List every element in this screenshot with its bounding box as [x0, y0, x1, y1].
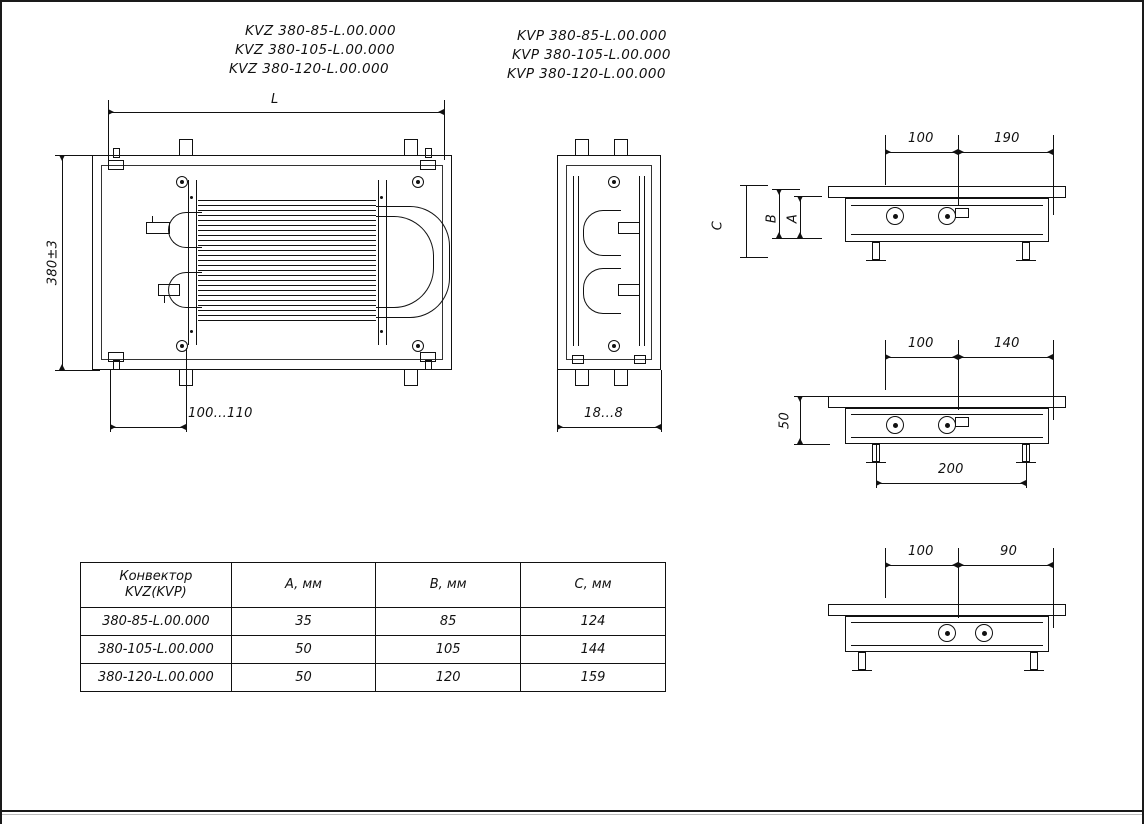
- plan-foot-bl: [113, 360, 120, 370]
- dim-arrow-100110-right: [180, 424, 186, 430]
- dim-arrow-L-left: [108, 109, 114, 115]
- side-fitting-lower: [618, 284, 640, 296]
- sec1-foot-right: [1016, 260, 1036, 261]
- sec2-arrow-200-r: [1020, 480, 1026, 486]
- side-tube-bend-upper: [583, 210, 621, 256]
- sec1-label-A: A: [785, 213, 801, 224]
- sec1-body-top-line: [851, 205, 1043, 206]
- sec2-ext-50-bot: [794, 444, 830, 445]
- sec2-arrow-200-l: [876, 480, 882, 486]
- side-mount-tab-top2: [614, 139, 628, 156]
- sec1-ext-C-bot: [740, 257, 768, 258]
- ext-line-L-right: [444, 100, 445, 160]
- side-screw-top-dot: [612, 180, 616, 184]
- sec1-arrow-100-l: [885, 149, 891, 155]
- side-mount-tab-bottom: [575, 369, 589, 386]
- sec1-ext-B-top: [772, 189, 800, 190]
- ext-line-380-bottom: [55, 370, 100, 371]
- sec2-ext-200-right: [1026, 444, 1027, 488]
- side-rail-left: [573, 176, 574, 346]
- table-cell-b: 105: [376, 636, 521, 664]
- dim-label-L: L: [271, 92, 279, 107]
- sec1-port-left-dot: [893, 214, 898, 219]
- table-cell-model: 380-85-L.00.000: [81, 608, 232, 636]
- sec2-ext-left: [885, 340, 886, 390]
- sec2-label-200: 200: [938, 462, 964, 477]
- plan-mount-tab-bottom-right: [404, 369, 418, 386]
- sec3-body-inner-line: [851, 645, 1043, 646]
- sec1-ext-A-top: [794, 196, 822, 197]
- title-left-line1: KVZ 380-85-L.00.000: [245, 23, 396, 39]
- ext-line-100110-right: [186, 348, 187, 432]
- plan-rail-left: [188, 180, 189, 345]
- side-rail-right2: [644, 176, 645, 346]
- plan-fin-pack: [198, 200, 376, 324]
- sec1-label-190: 190: [994, 131, 1020, 146]
- ext-line-100110-left: [110, 370, 111, 432]
- plan-screw-dot-tl: [180, 180, 184, 184]
- sec2-ext-50-top: [794, 396, 830, 397]
- side-fitting-upper: [618, 222, 640, 234]
- plan-rail-left-b: [196, 180, 197, 345]
- sheet-border-bottom: [0, 810, 1144, 812]
- sec1-ext-left: [885, 135, 886, 185]
- dim-line-100110: [110, 427, 186, 428]
- title-left-line2: KVZ 380-105-L.00.000: [235, 42, 395, 58]
- plan-fitting-lower: [158, 284, 180, 296]
- sec3-top-plate: [828, 604, 1066, 616]
- table-header-model: [81, 563, 232, 608]
- sec1-label-C: C: [710, 220, 726, 231]
- side-screw-bottom-dot: [612, 344, 616, 348]
- table-row: [81, 664, 666, 692]
- sec3-label-90: 90: [1000, 544, 1018, 559]
- dim-line-380: [62, 155, 63, 370]
- ext-line-188-right: [661, 370, 662, 432]
- dim-label-188: 18...8: [584, 406, 624, 421]
- table-cell-model: 380-120-L.00.000: [81, 664, 232, 692]
- table-header-c: C, мм: [521, 563, 666, 608]
- sec2-dim-50: [800, 396, 801, 444]
- table-cell-b: 85: [376, 608, 521, 636]
- dim-arrow-L-right: [438, 109, 444, 115]
- plan-mount-tab-top-left: [179, 139, 193, 156]
- plan-mount-tab-top-right: [404, 139, 418, 156]
- sec3-body-top-line: [851, 622, 1043, 623]
- sec2-dim-line-200: [876, 483, 1026, 484]
- table-cell-a: 50: [231, 664, 375, 692]
- table-header-row: [81, 563, 666, 608]
- plan-rail-screw-1: [190, 196, 193, 199]
- dim-line-L: [108, 112, 444, 113]
- plan-screw-dot-bl: [180, 344, 184, 348]
- table-header-b: B, мм: [376, 563, 521, 608]
- sec3-dim-line-90: [958, 565, 1053, 566]
- sec3-ext-right: [1053, 548, 1054, 628]
- sec3-foot-left: [852, 670, 872, 671]
- sheet-border-left: [0, 0, 2, 824]
- table-cell-c: 144: [521, 636, 666, 664]
- side-rail-left2: [578, 176, 579, 346]
- plan-foot-tr: [425, 148, 432, 158]
- sec2-body-inner-line: [851, 437, 1043, 438]
- sec2-body-top-line: [851, 414, 1043, 415]
- sec1-leg-right: [1022, 242, 1030, 260]
- plan-rail-screw-2: [190, 330, 193, 333]
- sec1-valve-stem: [955, 208, 969, 218]
- sec2-port-right-dot: [945, 423, 950, 428]
- title-right-line3: KVP 380-120-L.00.000: [507, 66, 666, 82]
- dim-arrow-188-right: [655, 424, 661, 430]
- plan-rail-screw-4: [380, 330, 383, 333]
- sec2-dim-line-140: [958, 357, 1053, 358]
- sec3-port-left-dot: [945, 631, 950, 636]
- dim-label-380: 380±3: [45, 239, 61, 286]
- sec1-port-right-dot: [945, 214, 950, 219]
- sec3-arrow-90-l: [958, 562, 964, 568]
- dim-line-188: [557, 427, 661, 428]
- side-mount-tab-top: [575, 139, 589, 156]
- spec-table: [80, 562, 666, 692]
- plan-screw-dot-br: [416, 344, 420, 348]
- sec1-ext-C-top: [740, 185, 768, 186]
- plan-fitting-upper-stem: [152, 216, 153, 222]
- sec2-label-140: 140: [994, 336, 1020, 351]
- table-cell-a: 35: [231, 608, 375, 636]
- sec2-label-100: 100: [908, 336, 934, 351]
- table-cell-c: 124: [521, 608, 666, 636]
- sec1-ext-AB-bot: [772, 238, 822, 239]
- sec2-port-left-dot: [893, 423, 898, 428]
- sec3-label-100: 100: [908, 544, 934, 559]
- sheet-title-strip: [2, 814, 1142, 815]
- sec2-arrow-100-l: [885, 354, 891, 360]
- sec2-dim-line-100: [885, 357, 958, 358]
- plan-screw-dot-tr: [416, 180, 420, 184]
- plan-fitting-upper: [146, 222, 170, 234]
- sec1-label-100: 100: [908, 131, 934, 146]
- sec1-label-B: B: [764, 213, 780, 224]
- sec2-ext-right: [1053, 340, 1054, 420]
- sec2-top-plate: [828, 396, 1066, 408]
- side-foot-bl: [572, 355, 584, 364]
- dim-arrow-188-left: [557, 424, 563, 430]
- plan-fitting-lower-stem: [164, 296, 165, 303]
- plan-tube-return-upper: [168, 212, 202, 248]
- sec3-foot-right: [1024, 670, 1044, 671]
- side-tube-bend-lower: [583, 268, 621, 314]
- table-header-model-line2: KVZ(KVP): [125, 585, 187, 600]
- sec1-leg-left: [872, 242, 880, 260]
- plan-corner-bracket-tr: [420, 160, 436, 170]
- sec2-arrow-140-r: [1047, 354, 1053, 360]
- sec1-arrow-190-r: [1047, 149, 1053, 155]
- sec1-top-plate: [828, 186, 1066, 198]
- table-cell-model: 380-105-L.00.000: [81, 636, 232, 664]
- sec2-arrow-140-l: [958, 354, 964, 360]
- table-row: [81, 608, 666, 636]
- sec3-arrow-90-r: [1047, 562, 1053, 568]
- sheet-border-top: [0, 0, 1144, 2]
- sec3-leg-left: [858, 652, 866, 670]
- ext-line-188-left: [557, 370, 558, 432]
- table-cell-c: 159: [521, 664, 666, 692]
- sec1-arrow-190-l: [958, 149, 964, 155]
- side-rail-right: [639, 176, 640, 346]
- side-mount-tab-bottom2: [614, 369, 628, 386]
- title-left-line3: KVZ 380-120-L.00.000: [229, 61, 389, 77]
- sec1-dim-C: [746, 185, 747, 257]
- plan-corner-bracket-tl: [108, 160, 124, 170]
- dim-label-100110: 100...110: [188, 406, 253, 421]
- table-cell-b: 120: [376, 664, 521, 692]
- sec3-dim-line-100: [885, 565, 958, 566]
- sec1-dim-line-100: [885, 152, 958, 153]
- dim-arrow-100110-left: [110, 424, 116, 430]
- side-foot-br: [634, 355, 646, 364]
- sec3-ext-left: [885, 548, 886, 598]
- sec3-leg-right: [1030, 652, 1038, 670]
- table-header-a: A, мм: [231, 563, 375, 608]
- sec1-dim-line-190: [958, 152, 1053, 153]
- plan-rail-screw-3: [380, 196, 383, 199]
- table-row: [81, 636, 666, 664]
- sec2-valve-stem: [955, 417, 969, 427]
- sec1-body-inner-line: [851, 234, 1043, 235]
- sec3-port-right-dot: [982, 631, 987, 636]
- sec1-foot-left: [866, 260, 886, 261]
- sec1-ext-right: [1053, 135, 1054, 215]
- title-right-line2: KVP 380-105-L.00.000: [512, 47, 671, 63]
- table-header-model-line1: Конвектор: [119, 569, 193, 584]
- plan-foot-br: [425, 360, 432, 370]
- sec2-label-50: 50: [777, 411, 793, 430]
- sec3-arrow-100-l: [885, 562, 891, 568]
- table-cell-a: 50: [231, 636, 375, 664]
- title-right-line1: KVP 380-85-L.00.000: [517, 28, 667, 44]
- plan-foot-tl: [113, 148, 120, 158]
